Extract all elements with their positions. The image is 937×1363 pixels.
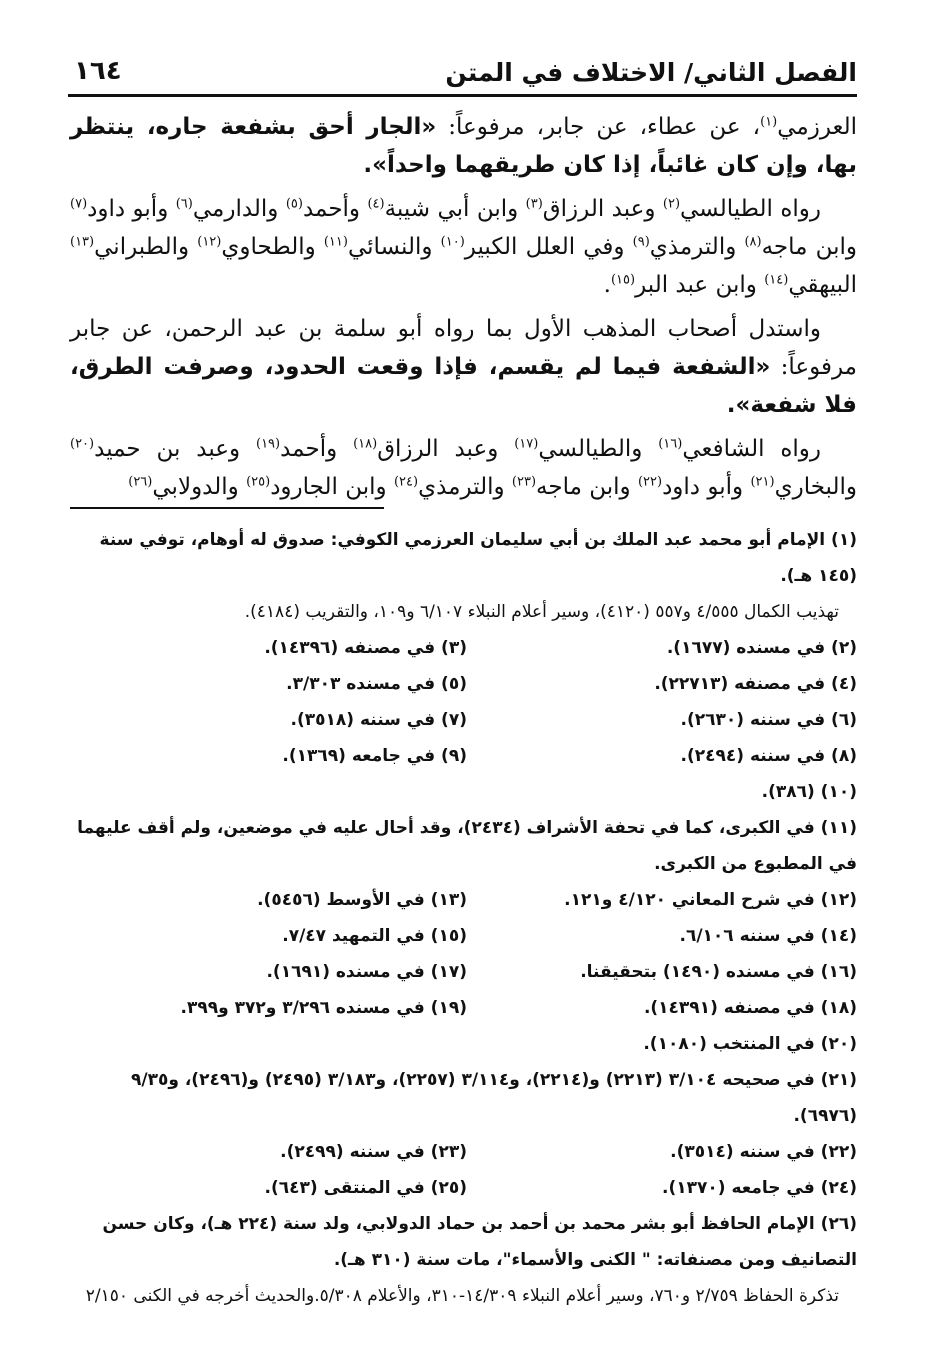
chapter-title: الفصل الثاني/ الاختلاف في المتن xyxy=(445,58,857,87)
footnote-ref: (٨) xyxy=(744,234,762,250)
text-segment: والطيالسي xyxy=(538,436,659,462)
footnotes xyxy=(70,522,857,1314)
footnote-19: (١٩) في مسنده ٣/٢٩٦ و٣٧٢ و٣٩٩. xyxy=(180,998,467,1018)
footnote-ref: (١٨) xyxy=(353,436,378,452)
text-segment: والترمذي xyxy=(649,234,745,260)
text-segment: وابن عبد البر xyxy=(635,272,765,298)
paragraph-4 xyxy=(70,430,857,506)
paragraph-1 xyxy=(70,108,857,184)
text-segment: وعبد الرزاق xyxy=(542,196,663,222)
footnote-row xyxy=(70,1134,857,1170)
header-rule xyxy=(68,94,857,97)
text-segment: رواه الشافعي xyxy=(682,436,822,462)
footnote-11: (١١) في الكبرى، كما في تحفة الأشراف (٢٤٣٤)، وقد أحال عليه في موضعين، ولم أقف عليهما في المطبوع من الكبرى. xyxy=(77,818,857,874)
footnote-22: (٢٢) في سننه (٣٥١٤). xyxy=(670,1142,857,1162)
footnote-13: (١٣) في الأوسط (٥٤٥٦). xyxy=(257,890,467,910)
footnote-6: (٦) في سننه (٢٦٣٠). xyxy=(680,710,857,730)
text-segment: وأبو داود xyxy=(662,474,751,500)
footnote-ref: (١٥) xyxy=(610,272,636,288)
footnote-row xyxy=(70,954,857,990)
text-segment: . xyxy=(603,272,611,298)
text-segment: وابن ماجه xyxy=(761,234,858,260)
footnote-ref: (٣) xyxy=(525,196,543,212)
footnote-23: (٢٣) في سننه (٢٤٩٩). xyxy=(280,1142,467,1162)
footnote-ref: (١١) xyxy=(323,234,348,250)
footnote-ref: (١٠) xyxy=(440,234,465,250)
footnote-12: (١٢) في شرح المعاني ٤/١٢٠ و١٢١. xyxy=(564,890,857,910)
main-text xyxy=(70,108,857,512)
footnote-ref: (٢٣) xyxy=(511,474,537,490)
text-segment: والطحاوي xyxy=(221,234,324,260)
text-segment: وابن أبي شيبة xyxy=(384,196,526,222)
footnote-row xyxy=(70,702,857,738)
footnote-ref: (١٧) xyxy=(514,436,539,452)
text-segment: وفي العلل الكبير xyxy=(464,234,633,260)
page-number: ١٦٤ xyxy=(74,56,122,86)
text-segment: واستدل أصحاب المذهب الأول بما رواه أبو سلمة بن عبد الرحمن، عن جابر مرفوعاً: xyxy=(70,316,857,380)
footnote-24: (٢٤) في جامعه (١٣٧٠). xyxy=(662,1178,857,1198)
text-segment: وعبد بن حميد xyxy=(94,436,256,462)
text-segment: العرزمي xyxy=(777,114,857,140)
footnote-ref: (١٤) xyxy=(764,272,789,288)
paragraph-3 xyxy=(70,310,857,424)
footnote-row xyxy=(70,882,857,918)
footnote-ref: (٢٦) xyxy=(128,474,153,490)
hadith-quote: «الشفعة فيما لم يقسم، فإذا وقعت الحدود، وصرفت الطرق، فلا شفعة». xyxy=(70,354,857,418)
footnote-ref: (٢٤) xyxy=(393,474,419,490)
text-segment: وأبو داود xyxy=(87,196,176,222)
footnote-row xyxy=(70,666,857,702)
footnote-2: (٢) في مسنده (١٦٧٧). xyxy=(666,638,857,658)
footnote-20: (٢٠) في المنتخب (١٠٨٠). xyxy=(643,1034,857,1054)
text-segment: والنسائي xyxy=(347,234,441,260)
footnote-3: (٣) في مصنفه (١٤٣٩٦). xyxy=(264,638,467,658)
footnote-ref: (٦) xyxy=(175,196,193,212)
footnote-15: (١٥) في التمهيد ٧/٤٧. xyxy=(282,926,467,946)
footnote-row xyxy=(70,990,857,1026)
text-segment: البيهقي xyxy=(788,272,857,298)
text-segment: وأحمد xyxy=(302,196,368,222)
footnote-1: (١) الإمام أبو محمد عبد الملك بن أبي سليمان العرزمي الكوفي: صدوق له أوهام، توفي سنة (١٤٥ هـ). xyxy=(99,530,857,586)
footnote-4: (٤) في مصنفه (٢٢٧١٣). xyxy=(654,674,857,694)
footnote-ref: (١٦) xyxy=(658,436,683,452)
text-segment: وعبد الرزاق xyxy=(377,436,515,462)
footnote-separator xyxy=(70,507,384,509)
footnote-5: (٥) في مسنده ٣/٣٠٣. xyxy=(286,674,467,694)
footnote-ref: (٩) xyxy=(632,234,650,250)
footnote-18: (١٨) في مصنفه (١٤٣٩١). xyxy=(643,998,857,1018)
footnote-row xyxy=(70,630,857,666)
footnote-ref: (١) xyxy=(760,114,778,130)
footnote-ref: (١٣) xyxy=(70,234,95,250)
footnote-ref: (١٢) xyxy=(197,234,222,250)
footnote-ref: (١٩) xyxy=(255,436,281,452)
footnote-7: (٧) في سننه (٣٥١٨). xyxy=(290,710,467,730)
text-segment: والترمذي xyxy=(418,474,512,500)
footnote-26: (٢٦) الإمام الحافظ أبو بشر محمد بن أحمد بن حماد الدولابي، ولد سنة (٢٢٤ هـ)، وكان حسن التصانيف ومن مصنفاته: " الكنى والأسماء"، مات سنة (٣١٠ هـ). xyxy=(102,1214,857,1270)
footnote-ref: (٧) xyxy=(70,196,88,212)
footnote-21: (٢١) في صحيحه ٣/١٠٤ (٢٢١٣) و(٢٢١٤)، و٣/١١٤ (٢٢٥٧)، و٣/١٨٣ (٢٤٩٥) و(٢٤٩٦)، و٩/٣٥ (٦٩٧٦). xyxy=(131,1070,857,1126)
text-segment: والبخاري xyxy=(774,474,857,500)
footnote-ref: (٤) xyxy=(367,196,385,212)
footnote-10: (١٠) (٣٨٦). xyxy=(761,782,857,802)
text-segment: ، عن عطاء، عن جابر، مرفوعاً: xyxy=(436,114,761,140)
footnote-26-source: تذكرة الحفاظ ٢/٧٥٩ و٧٦٠، وسير أعلام النبلاء ١٤/٣٠٩-٣١٠، والأعلام ٥/٣٠٨.والحديث أخرجه في الكنى ٢/١٥٠ xyxy=(85,1286,839,1306)
footnote-17: (١٧) في مسنده (١٦٩١). xyxy=(266,962,467,982)
page-header xyxy=(68,52,857,92)
footnote-ref: (٢) xyxy=(662,196,681,212)
footnote-1-source: تهذيب الكمال ٤/٥٥٥ و٥٥٧ (٤١٢٠)، وسير أعلام النبلاء ٦/١٠٧ و١٠٩، والتقريب (٤١٨٤). xyxy=(244,602,839,622)
paragraph-2 xyxy=(70,190,857,304)
footnote-ref: (٢٢) xyxy=(637,474,663,490)
text-segment: وابن ماجه xyxy=(536,474,638,500)
footnote-row xyxy=(70,738,857,774)
text-segment: والدولابي xyxy=(152,474,247,500)
text-segment: وأحمد xyxy=(280,436,354,462)
footnote-14: (١٤) في سننه ٦/١٠٦. xyxy=(679,926,857,946)
text-segment: رواه الطيالسي xyxy=(680,196,821,222)
footnote-ref: (٢٠) xyxy=(70,436,95,452)
text-segment: وابن الجارود xyxy=(270,474,394,500)
footnote-16: (١٦) في مسنده (١٤٩٠) بتحقيقنا. xyxy=(580,962,857,982)
footnote-ref: (٢١) xyxy=(750,474,775,490)
footnote-row xyxy=(70,918,857,954)
hadith-quote: «الجار أحق بشفعة جاره، ينتظر بها، وإن كان غائباً، إذا كان طريقهما واحداً». xyxy=(70,114,857,178)
footnote-row xyxy=(70,1170,857,1206)
footnote-9: (٩) في جامعه (١٣٦٩). xyxy=(282,746,467,766)
footnote-ref: (٢٥) xyxy=(246,474,271,490)
text-segment: والدارمي xyxy=(192,196,286,222)
footnote-ref: (٥) xyxy=(285,196,303,212)
text-segment: والطبراني xyxy=(94,234,198,260)
footnote-8: (٨) في سننه (٢٤٩٤). xyxy=(680,746,857,766)
footnote-25: (٢٥) في المنتقى (٦٤٣). xyxy=(264,1178,467,1198)
